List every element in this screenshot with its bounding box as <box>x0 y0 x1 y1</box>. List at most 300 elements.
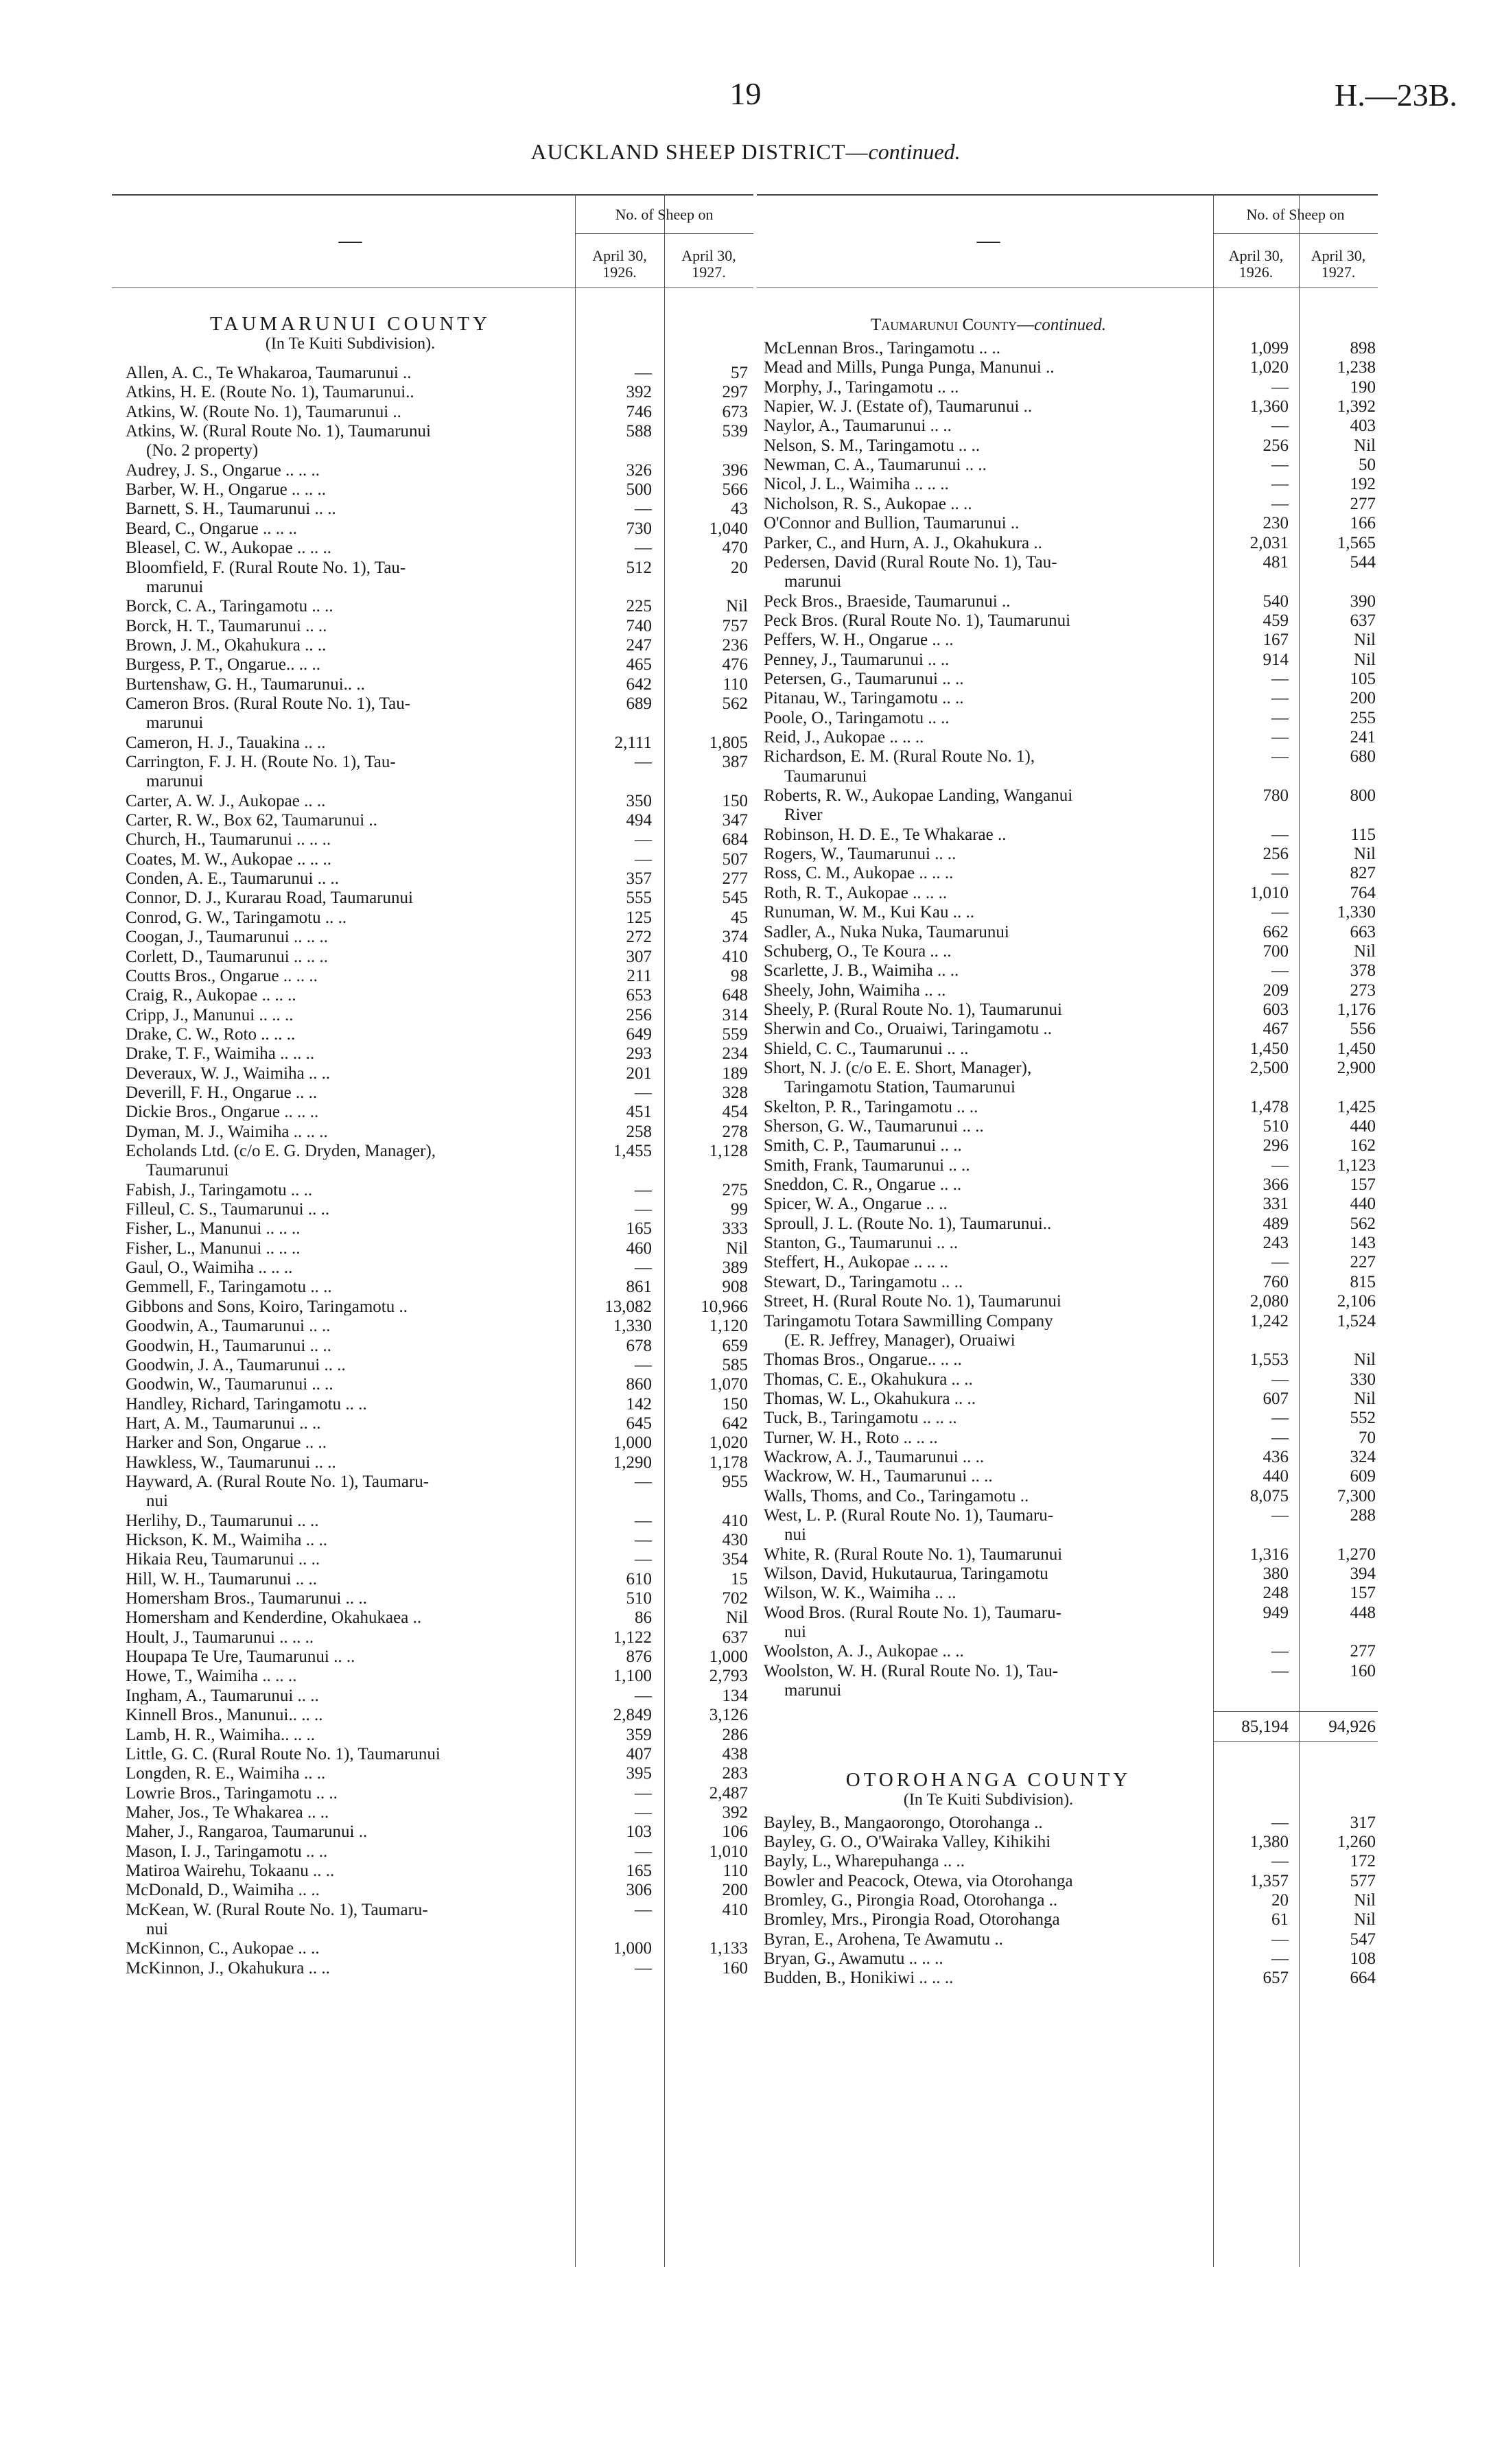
row-value-1926: 459 <box>1263 611 1289 630</box>
row-name: Peck Bros., Braeside, Taumarunui .. <box>764 592 1011 610</box>
row-name: Napier, W. J. (Estate of), Taumarunui .. <box>764 398 1033 416</box>
left-header-col1-line1: April 30, <box>592 247 647 264</box>
row-value-1927: 1,524 <box>1337 1311 1376 1330</box>
row-value-1926: — <box>1271 1642 1289 1661</box>
table-row <box>126 481 748 498</box>
page-number: 19 <box>729 76 762 111</box>
row-name: Walls, Thoms, and Co., Taringamotu .. <box>764 1487 1029 1505</box>
table-row <box>126 1162 748 1179</box>
right-header-col2-line1: April 30, <box>1311 247 1366 264</box>
table-row <box>126 851 748 868</box>
row-name: Runuman, W. M., Kui Kau .. .. <box>764 904 974 922</box>
table-row <box>126 1862 748 1879</box>
row-value-1927: 673 <box>722 402 748 421</box>
table-row <box>126 1726 748 1744</box>
left-county-subheading: (In Te Kuiti Subdivision). <box>265 335 436 353</box>
row-name: Mead and Mills, Punga Punga, Manunui .. <box>764 359 1055 377</box>
row-name: Bayley, G. O., O'Wairaka Valley, Kihikihi <box>764 1833 1051 1851</box>
table-row <box>764 690 1376 707</box>
row-name: Wackrow, A. J., Taumarunui .. .. <box>764 1448 985 1466</box>
row-name: Cameron Bros. (Rural Route No. 1), Tau- <box>126 694 411 712</box>
row-name: Hayward, A. (Rural Route No. 1), Taumaru- <box>126 1472 430 1490</box>
row-value-1926: — <box>635 1842 652 1861</box>
row-name: West, L. P. (Rural Route No. 1), Taumaru- <box>764 1507 1054 1524</box>
row-value-1926: 460 <box>626 1239 652 1258</box>
row-name: Drake, T. F., Waimiha .. .. .. <box>126 1045 315 1063</box>
row-value-1926: 653 <box>626 986 652 1005</box>
row-value-1927: 659 <box>722 1336 748 1355</box>
row-name: marunui <box>784 1682 842 1700</box>
table-row <box>126 500 748 517</box>
table-row <box>764 1833 1376 1851</box>
row-name: Lamb, H. R., Waimiha.. .. .. <box>126 1726 315 1744</box>
table-row <box>764 1099 1376 1116</box>
row-value-1926: 540 <box>1263 591 1289 611</box>
table-row <box>764 1565 1376 1582</box>
table-row <box>764 924 1376 941</box>
table-row <box>764 1274 1376 1291</box>
row-value-1927: 757 <box>722 616 748 635</box>
table-row <box>126 1103 748 1120</box>
row-value-1927: 10,966 <box>701 1297 748 1316</box>
row-name: Byran, E., Arohena, Te Awamutu .. <box>764 1930 1003 1948</box>
row-name: Taringamotu Totara Sawmilling Company <box>764 1312 1053 1330</box>
row-value-1926: 20 <box>1271 1890 1289 1910</box>
row-name: Cameron, H. J., Tauakina .. .. <box>126 734 326 751</box>
row-value-1927: 286 <box>722 1725 748 1744</box>
row-value-1926: — <box>1271 825 1289 844</box>
table-row <box>126 734 748 751</box>
row-value-1927: 378 <box>1350 961 1376 981</box>
row-value-1927: 277 <box>1350 1642 1376 1661</box>
row-value-1927: 190 <box>1350 377 1376 397</box>
row-value-1927: Nil <box>1354 1350 1376 1370</box>
row-name: Turner, W. H., Roto .. .. .. <box>764 1429 938 1446</box>
row-name: McDonald, D., Waimiha .. .. <box>126 1881 320 1899</box>
table-row <box>764 904 1376 921</box>
row-value-1926: 689 <box>626 694 652 713</box>
row-value-1927: 192 <box>1350 475 1376 494</box>
row-value-1927: Nil <box>1354 631 1376 650</box>
right-head-rule-mid <box>1213 233 1378 234</box>
row-value-1927: 609 <box>1350 1467 1376 1486</box>
table-row <box>764 1040 1376 1057</box>
row-value-1927: 815 <box>1350 1272 1376 1291</box>
row-name: Hikaia Reu, Taumarunui .. .. <box>126 1551 320 1569</box>
table-row <box>764 1853 1376 1870</box>
row-value-1926: 293 <box>626 1044 652 1064</box>
row-name: Coogan, J., Taumarunui .. .. .. <box>126 928 328 946</box>
row-name: Burgess, P. T., Ongarue.. .. .. <box>126 656 321 674</box>
right-continued-heading <box>764 316 1213 335</box>
row-value-1926: — <box>635 364 652 382</box>
table-row <box>764 1663 1376 1680</box>
table-row <box>126 1376 748 1393</box>
table-row <box>764 1001 1376 1018</box>
row-value-1927: 637 <box>1350 611 1376 630</box>
table-row <box>764 709 1376 727</box>
table-row <box>126 1648 748 1665</box>
row-name: Penney, J., Taumarunui .. .. <box>764 650 950 668</box>
row-name: Morphy, J., Taringamotu .. .. <box>764 378 959 396</box>
row-value-1927: Nil <box>1354 1910 1376 1929</box>
row-value-1927: 105 <box>1350 669 1376 688</box>
row-value-1926: 350 <box>626 791 652 810</box>
row-name: Short, N. J. (c/o E. E. Short, Manager), <box>764 1059 1032 1077</box>
row-value-1926: 678 <box>626 1336 652 1355</box>
row-value-1927: 374 <box>722 928 748 947</box>
row-value-1927: 1,128 <box>709 1142 748 1160</box>
row-value-1927: 390 <box>1350 591 1376 611</box>
row-name: Steffert, H., Aukopae .. .. .. <box>764 1254 948 1271</box>
row-value-1927: 684 <box>722 830 748 849</box>
row-value-1926: — <box>635 1803 652 1822</box>
table-row <box>764 1814 1376 1831</box>
row-value-1926: — <box>1271 1949 1289 1968</box>
row-value-1927: 642 <box>722 1413 748 1433</box>
row-value-1926: 1,450 <box>1249 1039 1289 1058</box>
row-name: Deverill, F. H., Ongarue .. .. <box>126 1083 318 1101</box>
row-name: nui <box>146 1492 168 1510</box>
table-row <box>764 1429 1376 1446</box>
row-name: nui <box>146 1921 168 1938</box>
row-name: Tuck, B., Taringamotu .. .. .. <box>764 1409 957 1427</box>
row-value-1926: 1,316 <box>1249 1545 1289 1564</box>
total-1926: 85,194 <box>1241 1717 1289 1736</box>
row-value-1927: 1,805 <box>709 733 748 752</box>
row-value-1927: 898 <box>1350 339 1376 357</box>
row-name: Poole, O., Taringamotu .. .. <box>764 709 950 727</box>
row-value-1926: 657 <box>1263 1969 1289 1988</box>
row-value-1927: 637 <box>722 1628 748 1647</box>
row-value-1926: 481 <box>1263 552 1289 572</box>
table-row <box>126 1065 748 1082</box>
table-row <box>764 1371 1376 1388</box>
row-value-1927: 387 <box>722 753 748 771</box>
table-row <box>764 1157 1376 1174</box>
right-header-col1-line2: 1926. <box>1238 263 1273 281</box>
row-name: Coutts Bros., Ongarue .. .. .. <box>126 967 318 985</box>
table-row <box>126 967 748 985</box>
row-value-1927: 1,070 <box>709 1375 748 1394</box>
row-name: Carter, A. W. J., Aukopae .. .. <box>126 792 326 810</box>
table-row <box>126 1746 748 1763</box>
row-value-1926: 307 <box>626 947 652 966</box>
row-value-1927: 448 <box>1350 1603 1376 1622</box>
table-row <box>764 1873 1376 1890</box>
row-value-1926: — <box>1271 864 1289 883</box>
row-name: Bromley, Mrs., Pirongia Road, Otorohanga <box>764 1911 1060 1929</box>
row-name: Borck, H. T., Taumarunui .. .. <box>126 617 327 635</box>
row-value-1926: 296 <box>1263 1136 1289 1155</box>
row-value-1927: 347 <box>722 811 748 830</box>
row-value-1926: 13,082 <box>604 1297 652 1316</box>
row-value-1927: 234 <box>722 1044 748 1064</box>
row-value-1927: 562 <box>722 694 748 713</box>
row-value-1927: 585 <box>722 1355 748 1374</box>
row-name: nui <box>784 1623 806 1641</box>
row-value-1927: 324 <box>1350 1447 1376 1466</box>
row-value-1927: 1,010 <box>709 1842 748 1861</box>
row-value-1926: 306 <box>626 1881 652 1900</box>
row-value-1927: 403 <box>1350 416 1376 436</box>
table-row <box>764 1234 1376 1252</box>
row-name: Petersen, G., Taumarunui .. .. <box>764 670 964 688</box>
table-row <box>126 559 748 576</box>
left-head-rule-mid <box>575 233 753 234</box>
row-value-1927: 150 <box>722 791 748 810</box>
table-row <box>764 1546 1376 1563</box>
table-row <box>764 593 1376 610</box>
row-value-1926: 555 <box>626 889 652 908</box>
otorohanga-county-heading: OTOROHANGA COUNTY <box>845 1768 1131 1791</box>
row-name: Pitanau, W., Taringamotu .. .. <box>764 690 964 707</box>
row-value-1927: 1,176 <box>1337 1000 1376 1019</box>
row-value-1926: 380 <box>1263 1564 1289 1584</box>
row-value-1926: — <box>635 1531 652 1549</box>
row-value-1926: 359 <box>626 1725 652 1744</box>
table-row <box>126 889 748 906</box>
row-value-1926: 642 <box>626 674 652 694</box>
row-name: Peck Bros. (Rural Route No. 1), Taumarunui <box>764 611 1071 629</box>
row-value-1926: — <box>1271 747 1289 766</box>
row-value-1926: — <box>635 1783 652 1803</box>
row-name: Smith, C. P., Taumarunui .. .. <box>764 1137 962 1155</box>
row-name: Gaul, O., Waimiha .. .. .. <box>126 1259 293 1277</box>
row-value-1926: — <box>1271 1852 1289 1871</box>
row-value-1926: — <box>1271 1929 1289 1949</box>
table-row <box>126 1045 748 1062</box>
row-name: Craig, R., Aukopae .. .. .. <box>126 987 296 1005</box>
row-value-1927: 577 <box>1350 1871 1376 1890</box>
row-value-1926: — <box>635 849 652 869</box>
table-row <box>126 1084 748 1101</box>
table-row <box>764 417 1376 434</box>
table-row <box>764 1332 1376 1349</box>
row-value-1926: 1,000 <box>613 1939 652 1958</box>
row-name: Goodwin, H., Taumarunui .. .. <box>126 1337 331 1354</box>
row-value-1926: 201 <box>626 1064 652 1083</box>
row-value-1927: 470 <box>722 539 748 558</box>
row-name: Scarlette, J. B., Waimiha .. .. <box>764 962 959 980</box>
row-value-1926: 949 <box>1263 1603 1289 1622</box>
row-name: Hickson, K. M., Waimiha .. .. <box>126 1532 328 1549</box>
row-value-1927: Nil <box>726 1239 748 1258</box>
row-name: Borck, C. A., Taringamotu .. .. <box>126 598 333 615</box>
row-value-1926: 465 <box>626 655 652 674</box>
row-value-1927: 143 <box>1350 1234 1376 1253</box>
row-value-1927: 908 <box>722 1278 748 1297</box>
row-value-1927: 278 <box>722 1122 748 1141</box>
row-value-1926: 489 <box>1263 1214 1289 1233</box>
row-name: Coates, M. W., Aukopae .. .. .. <box>126 850 331 868</box>
row-name: Thomas Bros., Ongarue.. .. .. <box>764 1351 962 1369</box>
row-name: Fisher, L., Manunui .. .. .. <box>126 1239 301 1257</box>
row-name: Goodwin, W., Taumarunui .. .. <box>126 1376 333 1394</box>
row-name: Bromley, G., Pirongia Road, Otorohanga .. <box>764 1891 1058 1909</box>
left-county-heading: TAUMARUNUI COUNTY <box>210 313 491 335</box>
table-row <box>764 845 1376 863</box>
row-value-1926: — <box>635 1686 652 1705</box>
row-name: Parker, C., and Hurn, A. J., Okahukura .. <box>764 534 1042 552</box>
left-header-col2-line1: April 30, <box>681 247 736 264</box>
row-name: Goodwin, J. A., Taumarunui .. .. <box>126 1356 346 1374</box>
row-value-1926: 1,380 <box>1249 1832 1289 1851</box>
table-row <box>764 1623 1376 1641</box>
row-value-1927: 1,123 <box>1337 1155 1376 1175</box>
row-name: Richardson, E. M. (Rural Route No. 1), <box>764 748 1035 766</box>
row-name: nui <box>784 1526 806 1544</box>
row-name: Sproull, J. L. (Route No. 1), Taumarunui.. <box>764 1215 1052 1232</box>
row-value-1927: 800 <box>1350 786 1376 806</box>
table-row <box>764 515 1376 532</box>
row-value-1926: 2,080 <box>1249 1292 1289 1311</box>
row-value-1927: 440 <box>1350 1195 1376 1214</box>
right-continued-heading-italic: continued. <box>1034 316 1107 334</box>
row-value-1927: 1,238 <box>1337 358 1376 377</box>
row-value-1926: — <box>1271 1409 1289 1428</box>
row-value-1927: 20 <box>731 558 748 577</box>
row-value-1927: 200 <box>1350 689 1376 708</box>
row-name: Cripp, J., Manunui .. .. .. <box>126 1006 294 1024</box>
row-name: Conrod, G. W., Taringamotu .. .. <box>126 908 347 926</box>
row-value-1927: 566 <box>722 480 748 500</box>
row-value-1926: 86 <box>635 1608 652 1628</box>
table-row <box>126 578 748 596</box>
row-value-1926: 510 <box>1263 1117 1289 1136</box>
table-row <box>126 773 748 790</box>
table-row <box>764 612 1376 629</box>
row-value-1927: 157 <box>1350 1175 1376 1195</box>
table-row <box>126 1142 748 1160</box>
table-row <box>764 1293 1376 1310</box>
row-value-1927: 99 <box>731 1200 748 1219</box>
row-value-1927: 1,392 <box>1337 397 1376 416</box>
table-row <box>126 442 748 459</box>
table-row <box>126 1357 748 1374</box>
row-value-1927: 430 <box>722 1531 748 1549</box>
row-name: Bryan, G., Awamutu .. .. .. <box>764 1949 943 1967</box>
row-value-1927: 440 <box>1350 1117 1376 1136</box>
row-name: Echolands Ltd. (c/o E. G. Dryden, Manager), <box>126 1142 436 1160</box>
table-row <box>764 962 1376 979</box>
table-row <box>764 1911 1376 1928</box>
row-name: Wilson, W. K., Waimiha .. .. <box>764 1584 956 1602</box>
row-value-1926: 272 <box>626 928 652 947</box>
table-row <box>764 1507 1376 1524</box>
row-name: Thomas, W. L., Okahukura .. .. <box>764 1389 976 1407</box>
table-row <box>126 714 748 731</box>
row-value-1927: 160 <box>722 1958 748 1978</box>
row-value-1926: 256 <box>1263 845 1289 864</box>
row-value-1926: 510 <box>626 1589 652 1608</box>
row-name: Sneddon, C. R., Ongarue .. .. <box>764 1176 962 1194</box>
table-row <box>764 1215 1376 1232</box>
row-name: Newman, C. A., Taumarunui .. .. <box>764 456 987 474</box>
row-value-1927: 98 <box>731 966 748 985</box>
table-row <box>764 865 1376 882</box>
row-name: Longden, R. E., Waimiha .. .. <box>126 1765 326 1783</box>
page-title-italic: continued. <box>868 139 961 164</box>
row-value-1927: 43 <box>731 500 748 519</box>
total-1927: 94,926 <box>1328 1717 1376 1736</box>
row-value-1927: 189 <box>722 1064 748 1083</box>
row-value-1927: 389 <box>722 1258 748 1278</box>
table-row <box>126 1940 748 1957</box>
row-name: Hawkless, W., Taumarunui .. .. <box>126 1453 336 1471</box>
row-value-1926: 440 <box>1263 1467 1289 1486</box>
county-total-row <box>764 1718 1378 1735</box>
table-row <box>764 1254 1376 1271</box>
table-row <box>764 535 1376 552</box>
row-value-1926: — <box>1271 456 1289 475</box>
row-value-1927: 333 <box>722 1219 748 1239</box>
table-row <box>126 1007 748 1024</box>
row-value-1927: 108 <box>1350 1949 1376 1968</box>
table-row <box>764 1079 1376 1096</box>
table-row <box>126 520 748 537</box>
row-value-1927: 1,133 <box>709 1939 748 1958</box>
table-row <box>126 1901 748 1919</box>
row-value-1926: 357 <box>626 869 652 889</box>
table-row <box>126 423 748 440</box>
row-value-1927: 7,300 <box>1337 1486 1376 1505</box>
row-value-1926: 740 <box>626 616 652 635</box>
row-value-1926: 167 <box>1263 631 1289 650</box>
right-header-col2-line2: 1927. <box>1321 263 1356 281</box>
table-row <box>126 462 748 479</box>
row-value-1927: 1,330 <box>1337 903 1376 922</box>
row-value-1926: 2,849 <box>613 1706 652 1725</box>
row-value-1927: 1,260 <box>1337 1832 1376 1851</box>
row-name: Maher, J., Rangaroa, Taumarunui .. <box>126 1823 368 1841</box>
row-name: Harker and Son, Ongarue .. .. <box>126 1434 327 1452</box>
row-value-1926: — <box>635 830 652 849</box>
table-row <box>764 1468 1376 1485</box>
row-value-1927: Nil <box>1354 1389 1376 1408</box>
row-name: Shield, C. C., Taumarunui .. .. <box>764 1040 969 1057</box>
row-name: Thomas, C. E., Okahukura .. .. <box>764 1370 973 1388</box>
left-header-col1-line2: 1926. <box>602 263 637 281</box>
row-value-1926: 500 <box>626 480 652 500</box>
table-row <box>126 1765 748 1782</box>
row-value-1926: — <box>635 1083 652 1102</box>
table-row <box>764 729 1376 746</box>
row-name: Barber, W. H., Ongarue .. .. .. <box>126 481 326 499</box>
row-value-1926: — <box>635 1258 652 1278</box>
row-value-1926: 366 <box>1263 1175 1289 1195</box>
row-name: Maher, Jos., Te Whakarea .. .. <box>126 1803 329 1821</box>
row-value-1927: 827 <box>1350 864 1376 883</box>
row-value-1927: 507 <box>722 849 748 869</box>
row-value-1927: 1,178 <box>709 1453 748 1472</box>
row-name: Skelton, P. R., Taringamotu .. .. <box>764 1098 978 1116</box>
row-value-1927: 680 <box>1350 747 1376 766</box>
row-name: Bloomfield, F. (Rural Route No. 1), Tau- <box>126 559 406 576</box>
row-value-1927: 1,270 <box>1337 1545 1376 1564</box>
row-name: Stewart, D., Taringamotu .. .. <box>764 1273 963 1291</box>
row-name: O'Connor and Bullion, Taumarunui .. <box>764 515 1020 532</box>
row-value-1926: 512 <box>626 558 652 577</box>
row-value-1926: 8,075 <box>1249 1486 1289 1505</box>
row-name: marunui <box>146 714 204 732</box>
row-value-1927: 559 <box>722 1024 748 1044</box>
table-row <box>126 1532 748 1549</box>
row-name: Stanton, G., Taumarunui .. .. <box>764 1234 959 1252</box>
row-value-1926: 494 <box>626 811 652 830</box>
row-value-1927: 2,793 <box>709 1667 748 1686</box>
table-row <box>764 495 1376 513</box>
